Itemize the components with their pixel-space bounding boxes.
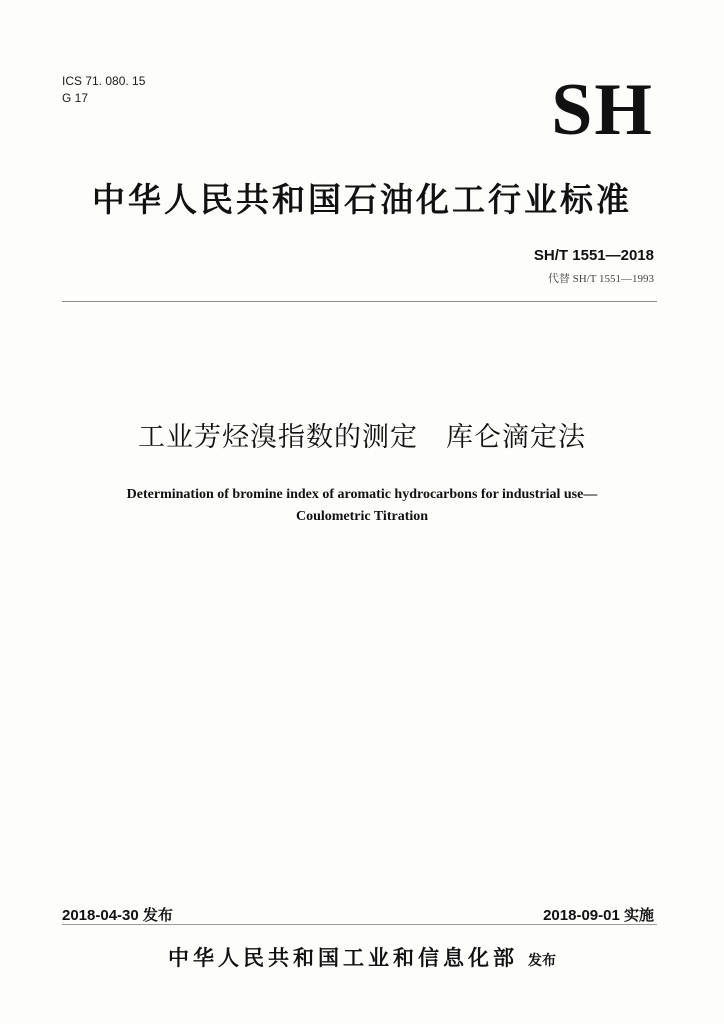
implementation-date: 2018-09-01 实施 — [543, 907, 654, 924]
document-title-english — [0, 484, 724, 528]
bottom-divider — [62, 924, 657, 925]
issue-date: 2018-04-30 发布 — [62, 907, 173, 924]
standard-number: SH/T 1551—2018 — [533, 247, 654, 264]
document-title-chinese: 工业芳烃溴指数的测定 库仑滴定法 — [138, 422, 586, 453]
issuing-body: 中华人民共和国工业和信息化部 — [168, 946, 518, 970]
top-divider — [62, 301, 657, 302]
ics-code: ICS 71. 080. 15 — [62, 74, 146, 88]
document-title-english-line2: Coulometric Titration — [295, 509, 429, 524]
standard-category-title: 中华人民共和国石油化工行业标准 — [92, 180, 632, 219]
ccs-code: G 17 — [62, 91, 89, 105]
replaces-standard: 代替 SH/T 1551—1993 — [547, 273, 654, 285]
publisher-line — [0, 942, 724, 972]
issue-action: 发布 — [528, 953, 556, 969]
classification-codes — [62, 73, 145, 107]
sh-logo: SH — [551, 69, 654, 151]
document-title-english-line1: Determination of bromine index of aromatic hydrocarbons for industrial use— — [126, 487, 598, 502]
